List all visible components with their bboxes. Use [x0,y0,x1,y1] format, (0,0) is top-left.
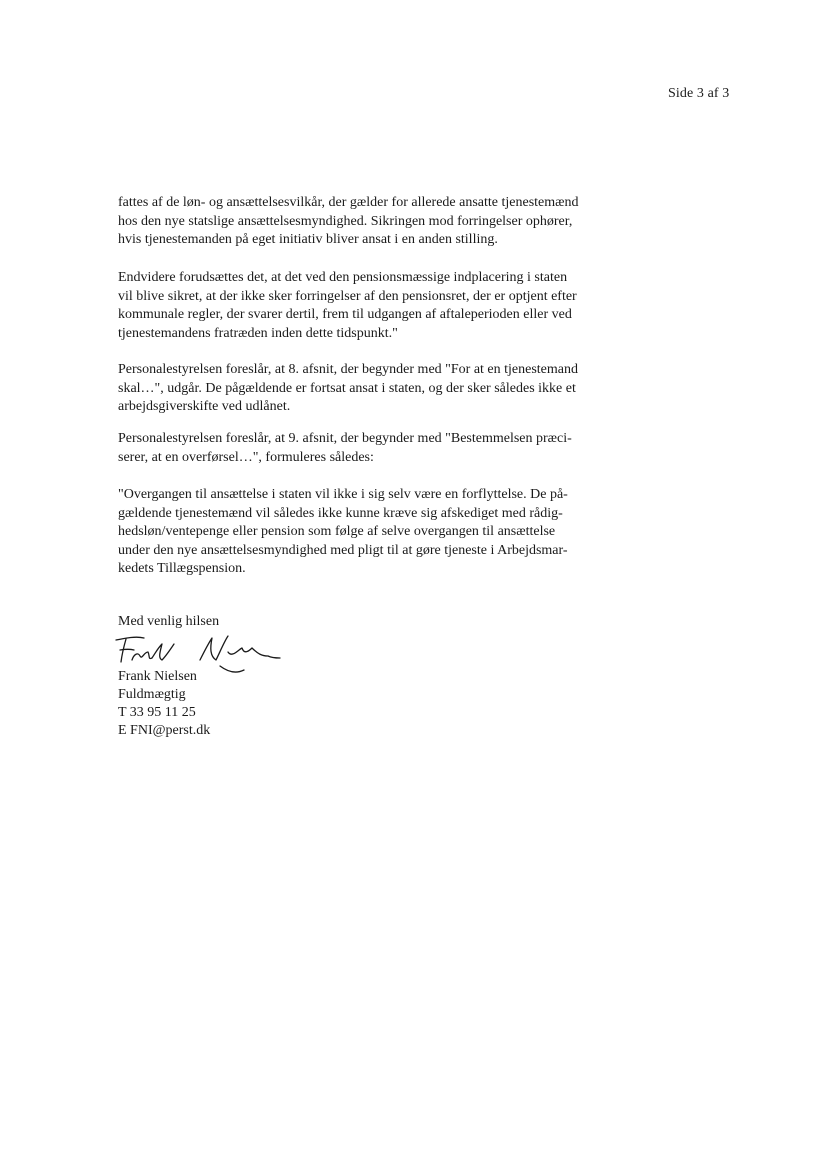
paragraph-line: tjenestemandens fratræden inden dette tidspunkt." [118,325,398,341]
paragraph-line: kommunale regler, der svarer dertil, frem til udgangen af aftaleperioden eller ved [118,307,572,322]
paragraph-line: hos den nye statslige ansættelsesmyndighed. Sikringen mod forringelser ophører, [118,213,573,229]
paragraph-line: gældende tjenestemænd vil således ikke kunne kræve sig afskediget med rådig- [118,505,563,521]
paragraph [118,269,577,343]
paragraph-line: "Overgangen til ansættelse i staten vil ikke i sig selv være en forflyttelse. De på- [118,487,568,502]
sender-email: E FNI@perst.dk [118,723,211,738]
paragraph [118,430,572,467]
paragraph-line: Personalestyrelsen foreslår, at 8. afsnit, der begynder med "For at en tjenestemand [118,362,579,377]
paragraph-line: fattes af de løn- og ansættelsesvilkår, der gælder for allerede ansatte tjenestemænd [118,195,579,210]
quoted-paragraph [118,486,568,579]
paragraph-line: arbejdsgiverskifte ved udlånet. [118,399,291,414]
paragraph [118,361,578,417]
sender-phone: T 33 95 11 25 [118,705,196,720]
paragraph-line: kedets Tillægspension. [118,561,246,576]
paragraph-line: serer, at en overførsel…", formuleres således: [118,449,374,465]
paragraph-line: Personalestyrelsen foreslår, at 9. afsnit, der begynder med "Bestemmelsen præci- [118,431,572,446]
sender-title: Fuldmægtig [118,687,186,702]
paragraph-line: hedsløn/ventepenge eller pension som følge af selve overgangen til ansættelse [118,524,556,539]
paragraph-line: Endvidere forudsættes det, at det ved den pensionsmæssige indplacering i staten [118,270,568,285]
paragraph-line: skal…", udgår. De pågældende er fortsat ansat i staten, og der sker således ikke et [118,380,576,396]
sender-block [118,668,210,740]
paragraph [118,194,579,250]
sender-name: Frank Nielsen [118,669,197,684]
closing-greeting: Med venlig hilsen [118,614,220,629]
paragraph-line: under den nye ansættelsesmyndighed med pligt til at gøre tjeneste i Arbejdsmar- [118,542,568,558]
page-number: Side 3 af 3 [668,86,730,101]
paragraph-line: hvis tjenestemanden på eget initiativ bliver ansat i en anden stilling. [118,232,498,247]
paragraph-line: vil blive sikret, at der ikke sker forringelser af den pensionsret, der er optjent efter [118,288,577,304]
